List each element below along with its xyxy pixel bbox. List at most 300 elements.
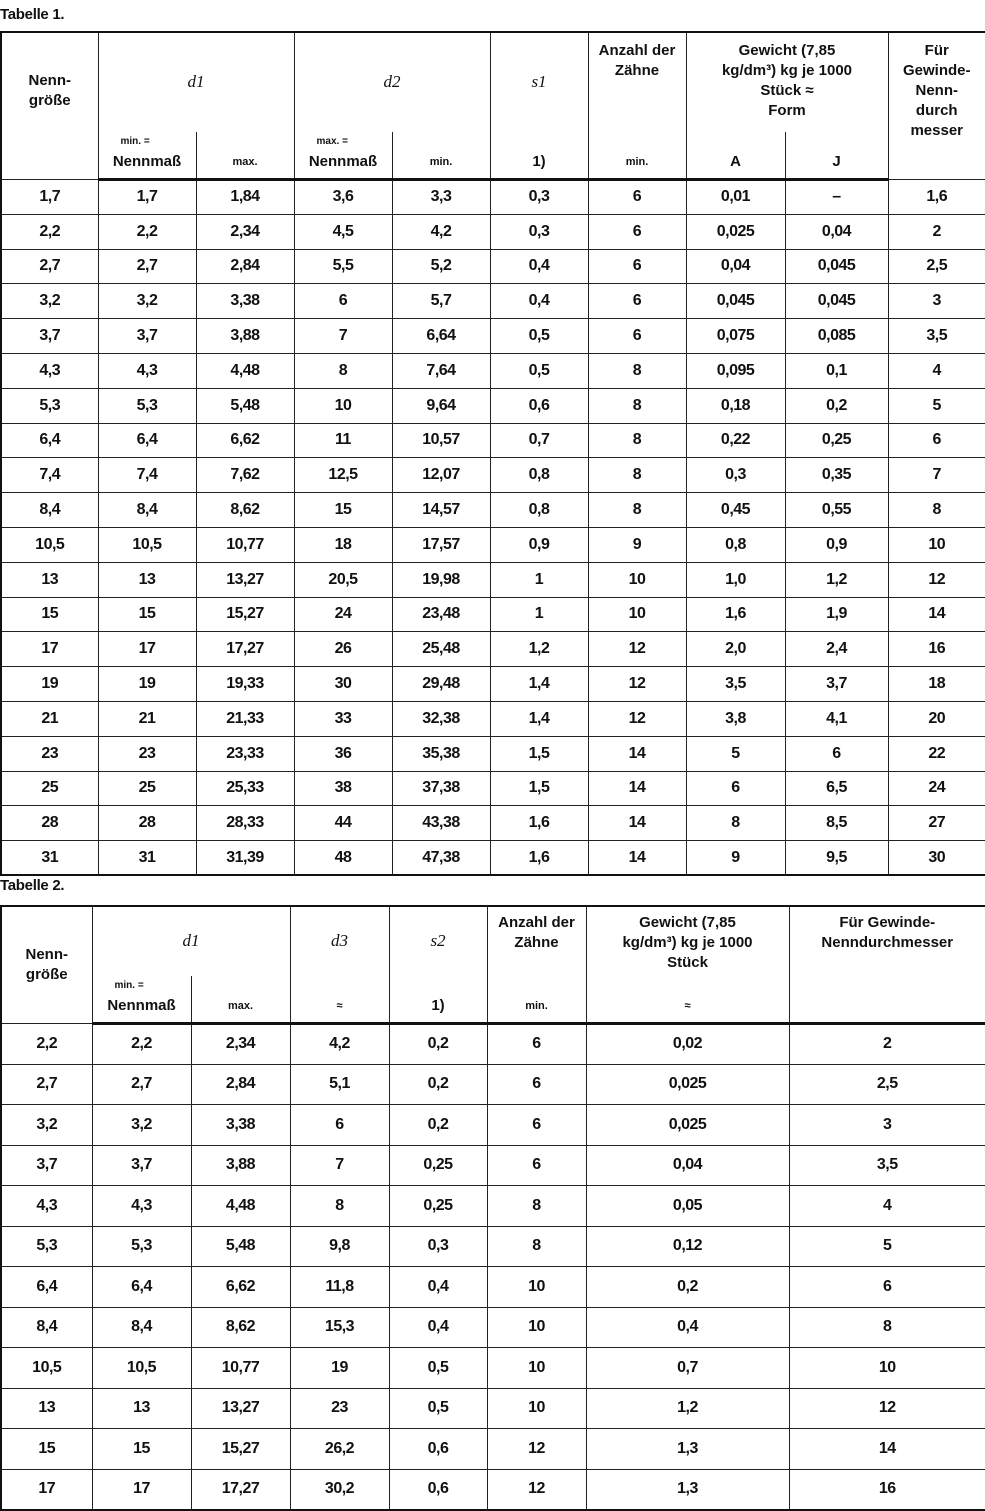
table-cell: 0,025 [686,214,785,249]
header-gewicht: Gewicht (7,85 kg/dm³) kg je 1000 Stück ≈ Form [686,32,888,132]
table-cell: 37,38 [392,771,490,806]
table-cell: 31 [98,841,196,876]
table-cell: 17,27 [196,632,294,667]
table-cell: 8 [294,353,392,388]
table-row [1,1226,985,1267]
table-cell: 36 [294,736,392,771]
table-cell: 2,0 [686,632,785,667]
table-cell: 26 [294,632,392,667]
table-row [1,214,985,249]
header-gewicht-approx: ≈ [586,976,789,1024]
table-cell: 6,62 [191,1267,290,1308]
table-cell: 1,6 [888,180,985,215]
table-cell: 3,6 [294,180,392,215]
table-row [1,1388,985,1429]
table-cell: 5 [789,1226,985,1267]
table-cell: 10,5 [1,1348,92,1389]
table-cell: 3,7 [98,319,196,354]
table-cell: 0,4 [389,1267,487,1308]
table-cell: 25,33 [196,771,294,806]
table-cell: 0,075 [686,319,785,354]
table-row [1,701,985,736]
table-cell: 4,3 [1,1186,92,1227]
table-row [1,1105,985,1146]
table-cell: 28 [98,806,196,841]
table-cell: 12 [487,1469,586,1510]
header-s2-note: 1) [389,976,487,1024]
table-cell: 0,5 [389,1388,487,1429]
table-cell: 5,48 [196,388,294,423]
table-cell: 2,7 [92,1064,191,1105]
table-cell: 21 [98,701,196,736]
table-cell: 0,3 [389,1226,487,1267]
table-cell: 1,7 [98,180,196,215]
table-cell: 2,84 [191,1064,290,1105]
table-cell: 0,3 [490,214,588,249]
table-cell: 1,2 [490,632,588,667]
table-cell: 0,2 [586,1267,789,1308]
table-cell: 2 [789,1024,985,1065]
header-d3-approx: ≈ [290,976,389,1024]
table-cell: 2,34 [191,1024,290,1065]
table2-body [1,1024,985,1510]
table-cell: 15,27 [196,597,294,632]
table-cell: 6 [290,1105,389,1146]
table-cell: 13 [98,562,196,597]
table-row [1,493,985,528]
table-cell: 30,2 [290,1469,389,1510]
header-anzahl: Anzahl der Zähne [588,32,686,132]
header-d2: d2 [294,32,490,132]
table-cell: 6 [785,736,888,771]
table-cell: 6 [588,249,686,284]
table-cell: 48 [294,841,392,876]
table-cell: 8 [487,1186,586,1227]
table-cell: 31,39 [196,841,294,876]
table-cell: 1,2 [785,562,888,597]
table-cell: 10 [487,1307,586,1348]
table-row [1,458,985,493]
header-d1-min: min. = Nennmaß [92,976,191,1024]
table-cell: 0,9 [490,527,588,562]
table-cell: 1 [490,562,588,597]
table-row [1,1307,985,1348]
table-cell: 2,7 [98,249,196,284]
header-anzahl-min: min. [588,132,686,180]
table-cell: 3,38 [196,284,294,319]
header-form-j: J [785,132,888,180]
header-anzahl: Anzahl der Zähne [487,906,586,976]
header-anzahl-min: min. [487,976,586,1024]
table-cell: 2,84 [196,249,294,284]
table-cell: 0,085 [785,319,888,354]
table-cell: 9 [686,841,785,876]
table-cell: 14 [588,771,686,806]
table-cell: 7 [294,319,392,354]
table-cell: 8 [588,388,686,423]
table-cell: 30 [294,667,392,702]
table-cell: 8 [290,1186,389,1227]
table-cell: 15 [1,597,98,632]
table-cell: 47,38 [392,841,490,876]
table-cell: 8,5 [785,806,888,841]
table-cell: 11 [294,423,392,458]
table-cell: 29,48 [392,667,490,702]
table-cell: 0,04 [785,214,888,249]
table-cell: 12 [789,1388,985,1429]
table-row [1,1145,985,1186]
header-s1: s1 [490,32,588,132]
table-cell: 19 [98,667,196,702]
table-cell: 3,2 [92,1105,191,1146]
table-cell: 0,025 [586,1105,789,1146]
table-cell: 0,05 [586,1186,789,1227]
table-cell: 8 [588,458,686,493]
table-cell: 2,7 [1,1064,92,1105]
table-cell: 7,64 [392,353,490,388]
table-2 [0,905,985,1511]
table-cell: 9,64 [392,388,490,423]
header-fuer: Für Gewinde-Nenn-durch messer [888,32,985,180]
table-cell: 17 [1,632,98,667]
table-cell: 6 [686,771,785,806]
table-row [1,249,985,284]
table-cell: 4,2 [290,1024,389,1065]
table-cell: 8,62 [191,1307,290,1348]
table-cell: 25,48 [392,632,490,667]
table-cell: 24 [888,771,985,806]
table-cell: 10 [588,597,686,632]
table-cell: 7 [888,458,985,493]
table-cell: 8 [588,423,686,458]
table-cell: 10 [487,1388,586,1429]
table-cell: 4,48 [191,1186,290,1227]
header-s1-note: 1) [490,132,588,180]
table-row [1,1024,985,1065]
table-cell: 0,25 [785,423,888,458]
table-row [1,423,985,458]
table-cell: 0,12 [586,1226,789,1267]
table-cell: 2 [888,214,985,249]
table-cell: 3,7 [1,319,98,354]
header-d1-max: max. [196,132,294,180]
table-cell: 22 [888,736,985,771]
table-cell: 15 [92,1429,191,1470]
table-row [1,562,985,597]
table-row [1,806,985,841]
table-cell: 6,4 [1,423,98,458]
table-cell: 1,6 [490,841,588,876]
table-cell: 3,88 [196,319,294,354]
table-cell: 4,3 [98,353,196,388]
table-cell: 15 [1,1429,92,1470]
table-cell: 0,8 [686,527,785,562]
table-1 [0,31,985,876]
table-cell: 1,2 [586,1388,789,1429]
table-cell: 0,2 [389,1105,487,1146]
table-cell: 0,3 [490,180,588,215]
table-cell: 0,095 [686,353,785,388]
table-cell: 0,045 [686,284,785,319]
table-cell: 2,2 [98,214,196,249]
table-cell: 23,48 [392,597,490,632]
table-cell: 6 [588,180,686,215]
table-cell: 20,5 [294,562,392,597]
table-cell: 1,7 [1,180,98,215]
table-row [1,1267,985,1308]
table-cell: 6,64 [392,319,490,354]
header-d1: d1 [98,32,294,132]
table-cell: 23,33 [196,736,294,771]
table-cell: 1,5 [490,771,588,806]
table-cell: 6 [888,423,985,458]
table-cell: 5,3 [92,1226,191,1267]
table-cell: 44 [294,806,392,841]
table-cell: 10 [294,388,392,423]
table-cell: 4,1 [785,701,888,736]
table-cell: 15,27 [191,1429,290,1470]
table-cell: 7,4 [98,458,196,493]
table-cell: 12,5 [294,458,392,493]
table-cell: 0,1 [785,353,888,388]
table-row [1,597,985,632]
table-cell: 13 [92,1388,191,1429]
table-cell: 26,2 [290,1429,389,1470]
table-cell: 0,02 [586,1024,789,1065]
table-cell: 6,4 [98,423,196,458]
table-cell: 12 [888,562,985,597]
table-cell: 1,4 [490,667,588,702]
table-cell: 13 [1,562,98,597]
table-row [1,632,985,667]
table-cell: 7,4 [1,458,98,493]
header-d1-max: max. [191,976,290,1024]
table-cell: 4,5 [294,214,392,249]
table-cell: 5,3 [1,1226,92,1267]
header-d1: d1 [92,906,290,976]
table-cell: 17,57 [392,527,490,562]
table-cell: 19 [1,667,98,702]
table-cell: 2,34 [196,214,294,249]
table-row [1,841,985,876]
header-fuer: Für Gewinde-Nenndurchmesser [789,906,985,976]
table-cell: 0,4 [490,284,588,319]
table-row [1,667,985,702]
table-cell: 10,77 [196,527,294,562]
table-cell: 1,9 [785,597,888,632]
table-cell: 0,7 [490,423,588,458]
header-d2-min: min. [392,132,490,180]
table-cell: 0,35 [785,458,888,493]
table-cell: 14,57 [392,493,490,528]
table-cell: 17 [98,632,196,667]
table-cell: 0,6 [389,1469,487,1510]
header-form-a: A [686,132,785,180]
table-cell: 10,77 [191,1348,290,1389]
table-cell: 0,2 [785,388,888,423]
table-cell: 3 [789,1105,985,1146]
header-nenngroesse: Nenn-größe [1,906,92,1024]
table-cell: 21,33 [196,701,294,736]
table-cell: 14 [789,1429,985,1470]
table-cell: 6 [487,1064,586,1105]
table-cell: 8 [487,1226,586,1267]
table-cell: 1,3 [586,1429,789,1470]
table-cell: 3,38 [191,1105,290,1146]
table-cell: 1,5 [490,736,588,771]
table-cell: 19,33 [196,667,294,702]
table-cell: 35,38 [392,736,490,771]
table-cell: 1,6 [686,597,785,632]
table-cell: 13 [1,1388,92,1429]
header-nenngroesse: Nenn-größe [1,32,98,180]
table-cell: 8 [888,493,985,528]
table-cell: 0,18 [686,388,785,423]
table-cell: 0,7 [586,1348,789,1389]
table-cell: 8 [588,353,686,388]
table-cell: 11,8 [290,1267,389,1308]
table-cell: 5,3 [98,388,196,423]
table-row [1,388,985,423]
table-cell: 14 [888,597,985,632]
table-cell: 0,01 [686,180,785,215]
table-cell: 0,55 [785,493,888,528]
table-cell: 6 [487,1105,586,1146]
table-cell: 2,2 [1,1024,92,1065]
table-cell: 0,8 [490,458,588,493]
table-cell: 2,2 [1,214,98,249]
table-cell: 14 [588,806,686,841]
table-cell: 0,4 [586,1307,789,1348]
table-cell: 18 [294,527,392,562]
table-cell: 10 [588,562,686,597]
table-cell: 5,3 [1,388,98,423]
table-cell: 9,5 [785,841,888,876]
table-cell: 10 [789,1348,985,1389]
table-cell: 2,4 [785,632,888,667]
table-cell: 0,4 [490,249,588,284]
table-cell: 3,7 [1,1145,92,1186]
table-cell: 19,98 [392,562,490,597]
table-cell: 10,5 [1,527,98,562]
table-cell: 3,2 [98,284,196,319]
table-row [1,180,985,215]
table-cell: 23 [290,1388,389,1429]
table-cell: 6 [294,284,392,319]
table-cell: 3,5 [789,1145,985,1186]
table-cell: 1,84 [196,180,294,215]
table-cell: 2,5 [888,249,985,284]
table-cell: 8 [789,1307,985,1348]
table-cell: 8,62 [196,493,294,528]
table-cell: 3,88 [191,1145,290,1186]
table-cell: 0,45 [686,493,785,528]
table-cell: 1,4 [490,701,588,736]
table-cell: 18 [888,667,985,702]
header-d1-min: min. = Nennmaß [98,132,196,180]
table-cell: 4,2 [392,214,490,249]
table-cell: 1 [490,597,588,632]
table-cell: 9 [588,527,686,562]
table-cell: 32,38 [392,701,490,736]
table-cell: 8,4 [92,1307,191,1348]
table-cell: 4,48 [196,353,294,388]
table-cell: 0,6 [490,388,588,423]
table-cell: 0,5 [490,319,588,354]
table-cell: 3,3 [392,180,490,215]
table-cell: 43,38 [392,806,490,841]
table-cell: 2,7 [1,249,98,284]
table-cell: 12 [588,701,686,736]
table-cell: 4 [789,1186,985,1227]
table-cell: 24 [294,597,392,632]
table-cell: 12 [588,667,686,702]
table-cell: 14 [588,736,686,771]
table-cell: 10,57 [392,423,490,458]
table-cell: 6 [588,214,686,249]
header-d3: d3 [290,906,389,976]
header-form: Form [768,102,806,119]
table-row [1,1186,985,1227]
table-cell: 17 [1,1469,92,1510]
table-cell: 21 [1,701,98,736]
table-cell: 5 [888,388,985,423]
table-cell: 1,3 [586,1469,789,1510]
table-cell: 0,5 [490,353,588,388]
table-cell: 8,4 [1,493,98,528]
table-cell: 20 [888,701,985,736]
table-cell: 12,07 [392,458,490,493]
table-cell: 4 [888,353,985,388]
table-row [1,736,985,771]
table2-title: Tabelle 2. [0,877,65,894]
table-cell: 13,27 [191,1388,290,1429]
table-cell: 28 [1,806,98,841]
table-cell: 5,48 [191,1226,290,1267]
table-row [1,1429,985,1470]
table-cell: 3,5 [686,667,785,702]
table-cell: 5,1 [290,1064,389,1105]
table-cell: 12 [487,1429,586,1470]
table-cell: 6 [588,284,686,319]
table-cell: 0,9 [785,527,888,562]
table-cell: 6 [487,1024,586,1065]
table-cell: 31 [1,841,98,876]
table-cell: 13,27 [196,562,294,597]
table-cell: 15,3 [290,1307,389,1348]
table-cell: 6,62 [196,423,294,458]
table-cell: 0,025 [586,1064,789,1105]
table-cell: 15 [294,493,392,528]
table-row [1,284,985,319]
table-cell: 8,4 [98,493,196,528]
table-cell: 6 [588,319,686,354]
table-cell: 17 [92,1469,191,1510]
table-cell: 9,8 [290,1226,389,1267]
table-cell: 2,5 [789,1064,985,1105]
table-cell: 30 [888,841,985,876]
table-row [1,527,985,562]
table-cell: 28,33 [196,806,294,841]
header-fuer-blank [789,976,985,1024]
table-cell: 6,4 [92,1267,191,1308]
table-cell: 38 [294,771,392,806]
table-cell: 0,4 [389,1307,487,1348]
table-cell: 1,0 [686,562,785,597]
table-cell: 0,045 [785,284,888,319]
table-cell: 0,22 [686,423,785,458]
table-cell: 7,62 [196,458,294,493]
